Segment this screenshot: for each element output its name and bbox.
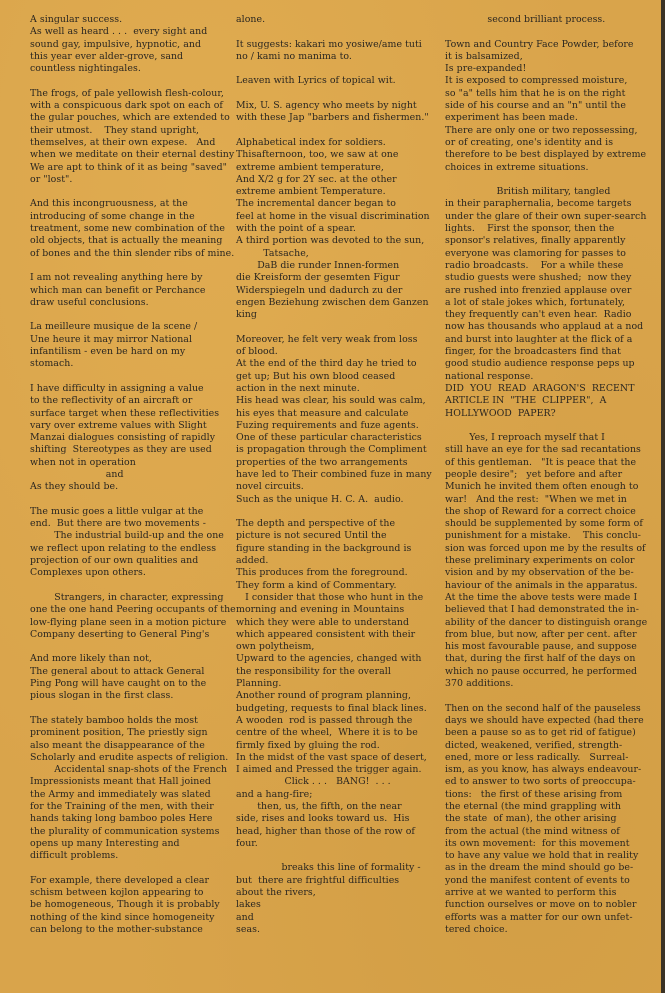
text-line: also meant the disappearance of the [30,739,205,751]
text-line: seas. [236,923,260,935]
text-line: ened, more or less radically. Surreal- [445,751,629,763]
text-line: still have an eye for the sad recantations [445,444,641,456]
text-line: A singular success. [30,14,123,25]
text-line: their utmost. They stand upright, [30,124,200,136]
text-line: The frogs, of pale yellowish flesh-colour, [30,87,224,99]
text-line: budgeting, requests to final black lines. [236,702,427,714]
text-line: surface target when these reflectivities [30,407,220,419]
text-line: ed to answer to two sorts of preoccupa- [445,776,636,788]
text-line: yond the manifest content of events to [445,874,630,886]
text-line: a lot of stale jokes which, fortunately, [445,296,625,308]
text-line: Then on the second half of the pauseless [445,702,641,714]
text-line: Fuzing requirements and fuze agents. [236,419,419,431]
text-line: treatment, some new combination of the [30,223,226,235]
text-line: La meilleure musique de la scene / [30,321,198,333]
text-line: about the rivers, [236,887,316,899]
text-line: The stately bamboo holds the most [30,714,198,726]
text-line: HOLLYWOOD PAPER? [445,407,556,419]
text-line: no / kami no manima to. [236,50,352,62]
text-line: or of creating, one's identity and is [445,136,614,148]
text-line: shifting Stereotypes as they are used [30,444,212,456]
text-line: Munich he invited them often enough to [445,481,639,493]
text-line: The general about to attack General [30,665,205,677]
text-line: low-flying plane seen in a motion picture [30,616,227,628]
text-line: when not in operation [30,456,136,468]
text-line: A wooden rod is passed through the [236,714,413,726]
text-line: own polytheism, [236,641,315,653]
text-line: Accidental snap-shots of the French [30,764,228,776]
text-line: sponsor's relatives, finally apparently [445,235,626,247]
text-line: DaB die runder Innen-formen [236,259,400,271]
text-line: experiment has been made. [445,112,578,124]
text-line: from the actual (the mind witness of [445,825,620,837]
text-line: that, during the first half of the days on [445,653,636,665]
text-line: I have difficulty in assigning a value [30,382,204,394]
text-line: people desire"; yet before and after [445,468,623,480]
column-right [445,14,660,949]
text-line: the plurality of communication systems [30,825,220,837]
paragraph [30,715,240,863]
paragraph [236,862,446,936]
text-line: lights. First the sponsor, then the [445,223,615,235]
text-line: introducing of some change in the [30,210,195,222]
text-line: Leaven with Lyrics of topical wit. [236,75,396,87]
text-line: the Army and immediately was slated [30,788,211,800]
text-line: end. But there are two movements - [30,518,206,530]
text-line: days we should have expected (had there [445,714,644,726]
text-line: and [30,468,124,480]
text-line: firmly fixed by gluing the rod. [236,739,380,751]
text-line: Manzai dialogues consisting of rapidly [30,432,216,444]
text-line: One of these particular characteristics [236,432,422,444]
text-line: centre of the wheel, Where it is to be [236,727,418,739]
text-line: the eternal (the mind grappling with [445,801,621,812]
text-line: should be supplemented by some form of [445,518,643,530]
text-line: from blue, but now, after per cent. after [445,628,637,640]
text-line: infantilism - even be hard on my [30,346,186,358]
text-line: are rushed into frenzied applause over [445,284,632,296]
text-line: pious slogan in the first class. [30,690,174,702]
text-line: It suggests: kakari mo yosiwe/ame tuti [236,38,422,50]
text-line: Planning. [236,678,282,690]
paragraph [30,506,240,580]
text-line: for the Training of the men, with their [30,801,214,812]
text-line: function ourselves or move on to nobler [445,899,637,911]
text-line: radio broadcasts. For a while these [445,259,624,271]
text-line: side, rises and looks toward us. His [236,813,410,825]
text-line: haviour of the animals in the apparatus. [445,579,638,591]
text-line: As well as heard . . . every sight and [30,26,208,38]
text-line: morning and evening in Mountains [236,604,405,616]
text-line: Impressionists meant that Hall joined [30,776,211,788]
text-line: Such as the unique H. C. A. audio. [236,493,404,505]
text-line: which man can benefit or Perchance [30,284,206,296]
text-line: difficult problems. [30,850,119,862]
paragraph [236,75,446,87]
column-left [30,14,240,949]
text-line: properties of the two arrangements [236,456,408,468]
paragraph [30,272,240,309]
text-line: to have any value we hold that in reality [445,850,639,862]
text-line: We are apt to think of it as being "saved" [30,161,227,173]
text-line: and [236,911,254,923]
text-line: draw useful conclusions. [30,296,149,308]
text-line: with the point of a spear. [236,223,356,235]
text-line: extreme ambient temperature, [236,161,384,173]
text-line: which appeared consistent with their [236,628,416,640]
text-line: And this incongruousness, at the [30,198,188,210]
text-line: second brilliant process. [445,14,606,25]
text-line: tions: the first of these arising from [445,788,623,800]
text-line: can belong to the mother-substance [30,923,203,935]
text-line: stomach. [30,358,74,370]
text-line: be homogeneous, Though it is probably [30,899,220,911]
text-line: tered choice. [445,923,508,935]
text-line: prominent position, The priestly sign [30,727,208,739]
text-line: his most favourable pause, and suppose [445,641,637,653]
text-line: This produces from the foreground. [236,567,408,579]
text-line: king [236,309,257,321]
paragraph [30,321,240,370]
text-line: of this gentleman. "It is peace that the [445,456,637,468]
text-line: so "a" tells him that he is on the right [445,87,626,99]
text-line: British military, tangled [445,186,611,198]
text-line: but there are frightful difficulties [236,874,400,886]
text-line: of blood. [236,346,278,358]
text-line: efforts was a matter for our own unfet- [445,911,633,923]
text-line: the state of man), the other arising [445,813,617,825]
text-line: breaks this line of formality - [236,862,421,874]
text-line: punishment for a mistake. This conclu- [445,530,641,542]
text-line: Thisafternoon, too, we saw at one [236,149,399,161]
text-line: with a conspicuous dark spot on each of [30,100,223,112]
text-line: which they were able to understand [236,616,410,628]
paragraph [30,383,240,494]
text-line: is propagation through the Compliment [236,444,427,456]
text-line: alone. [236,14,266,25]
text-line: national response. [445,370,534,382]
text-line: sion was forced upon me by the results of [445,542,646,554]
text-line: war! And the rest: "When we met in [445,493,627,505]
text-line: one the one hand Peering occupants of the [30,604,236,616]
text-line: therefore to be best displayed by extreme [445,149,647,161]
text-line: Is pre-expanded! [445,63,527,75]
paragraph [30,592,240,641]
paragraph [236,137,446,321]
text-line: As they should be. [30,481,119,493]
text-line: they frequently can't even hear. Radio [445,309,632,321]
text-line: projection of our own qualities and [30,555,199,567]
text-line: ism, as you know, has always endeavour- [445,764,642,776]
text-line: vary over extreme values with Slight [30,419,207,431]
page-edge-shadow [661,0,665,993]
text-line: extreme ambient Temperature. [236,186,386,198]
text-line: At the end of the third day he tried to [236,358,417,370]
paragraph [30,875,240,936]
text-line: The depth and perspective of the [236,518,396,530]
paragraph [30,653,240,702]
paragraph [30,198,240,259]
text-line: and a hang-fire; [236,788,313,800]
text-line: ARTICLE IN "THE CLIPPER", A [445,395,607,407]
paragraph [236,518,446,850]
text-line: Tatsache, [236,247,309,259]
paragraph [236,100,446,125]
text-line: engen Beziehung zwischen dem Ganzen [236,296,429,308]
paragraph [236,39,446,64]
text-line: Another round of program planning, [236,690,411,702]
text-line: They form a kind of Commentary. [236,579,397,591]
text-line: believed that I had demonstrated the in- [445,604,639,616]
text-line: Upward to the agencies, changed with [236,653,422,665]
text-line: sound gay, impulsive, hypnotic, and [30,38,202,50]
text-line: been a pause so as to get rid of fatigue) [445,727,636,739]
text-line: The music goes a little vulgar at the [30,505,204,517]
text-line: There are only one or two repossessing, [445,124,638,136]
text-line: to the reflectivity of an aircraft or [30,395,193,407]
text-line: this year ever alder-grove, sand [30,50,184,62]
text-line: Town and Country Face Powder, before [445,38,634,50]
text-line: And X/2 g for 2Y sec. at the other [236,173,397,185]
text-line: in their paraphernalia, become targets [445,198,632,210]
text-line: novel circuits. [236,481,304,493]
paragraph [236,334,446,506]
text-line: nothing of the kind since homogeneity [30,911,215,923]
text-line: I consider that those who hunt in the [236,591,424,603]
text-line: as in the dream the mind should go be- [445,862,634,874]
paragraph [445,186,660,420]
text-line: under the glare of their own super-search [445,210,647,222]
text-line: schism between kojlon appearing to [30,887,204,899]
text-line: Ping Pong will have caught on to the [30,678,207,690]
text-line: Moreover, he felt very weak from loss [236,333,418,345]
paragraph [445,39,660,174]
text-line: the gular pouches, which are extended to [30,112,230,124]
text-line: lakes [236,899,261,911]
text-line: A third portion was devoted to the sun, [236,235,425,247]
text-line: the responsibility for the overall [236,665,391,677]
text-line: I aimed and Pressed the trigger again. [236,764,422,776]
text-line: vision and by my observation of the be- [445,567,634,579]
paragraph [445,432,660,690]
text-line: now has thousands who applaud at a nod [445,321,644,333]
paragraph [30,14,240,75]
text-line: good studio audience response peps up [445,358,635,370]
text-line: Yes, I reproach myself that I [445,432,605,444]
text-line: studio guests were shushed; now they [445,272,632,284]
text-line: In the midst of the vast space of desert, [236,751,427,763]
text-line: It is exposed to compressed moisture, [445,75,628,87]
text-line: themselves, at their own expese. And [30,136,216,148]
text-line: of bones and the thin slender ribs of mine. [30,247,235,259]
text-line: his eyes that measure and calculate [236,407,409,419]
text-line: with these Jap "barbers and fishermen." [236,112,429,124]
text-line: For example, there developed a clear [30,874,210,886]
text-line: DID YOU READ ARAGON'S RECENT [445,382,635,394]
text-line: Scholarly and erudite aspects of religion. [30,751,229,763]
text-line: everyone was clamoring for passes to [445,247,626,259]
text-line: four. [236,837,258,849]
text-line: dicted, weakened, verified, strength- [445,739,623,751]
text-line: Company deserting to General Ping's [30,628,210,640]
text-line: which no pause occurred, he performed [445,665,638,677]
text-line: then, us, the fifth, on the near [236,801,402,812]
text-line: it is balsamized, [445,50,523,62]
text-line: The incremental dancer began to [236,198,396,210]
text-line: His head was clear, his sould was calm, [236,395,426,407]
text-line: 370 additions. [445,678,514,690]
text-line: when we meditate on their eternal destiny [30,149,235,161]
text-line: these preliminary experiments on color [445,555,635,567]
text-line: ability of the dancer to distinguish orange [445,616,648,628]
text-line: hands taking long bamboo poles Here [30,813,213,825]
text-line: have led to Their combined fuze in many [236,468,432,480]
text-line: head, higher than those of the row of [236,825,415,837]
text-line: we reflect upon relating to the endless [30,542,217,554]
text-line: opens up many Interesting and [30,837,180,849]
text-line: get up; But his own blood ceased [236,370,396,382]
text-line: Une heure it may mirror National [30,333,192,345]
text-line: die Kreisform der gesemten Figur [236,272,400,284]
text-line: or "lost". [30,173,73,185]
text-line: countless nightingales. [30,63,141,75]
paragraph [30,88,240,186]
text-line: I am not revealing anything here by [30,272,203,284]
column-middle [236,14,446,949]
paragraph [236,14,446,26]
text-line: At the time the above tests were made I [445,591,638,603]
text-line: Strangers, in character, expressing [30,591,224,603]
text-line: its own movement: for this movement [445,837,630,849]
paragraph [445,703,660,937]
text-line: Complexes upon others. [30,567,146,579]
text-line: Click . . . BANG! . . . [236,776,391,788]
text-line: finger, for the broadcasters find that [445,346,621,358]
text-line: picture is not secured Until the [236,530,387,542]
text-line: feel at home in the visual discrimination [236,210,430,222]
text-line: action in the next minute. [236,382,360,394]
text-line: Alphabetical index for soldiers. [236,136,386,148]
paragraph [445,14,660,26]
text-line: And more likely than not, [30,653,152,665]
text-line: side of his course and an "n" until the [445,100,626,112]
text-line: and burst into laughter at the flick of a [445,333,633,345]
text-line: choices in extreme situations. [445,161,589,173]
text-line: Widerspiegeln und dadurch zu der [236,284,403,296]
text-line: old objects, that is actually the meaning [30,235,223,247]
text-line: arrive at we wanted to perform this [445,887,617,899]
text-line: the shop of Reward for a correct choice [445,505,636,517]
text-line: added. [236,555,269,567]
text-line: The industrial build-up and the one [30,530,224,542]
text-line: figure standing in the background is [236,542,412,554]
text-line: Mix, U. S. agency who meets by night [236,100,417,112]
